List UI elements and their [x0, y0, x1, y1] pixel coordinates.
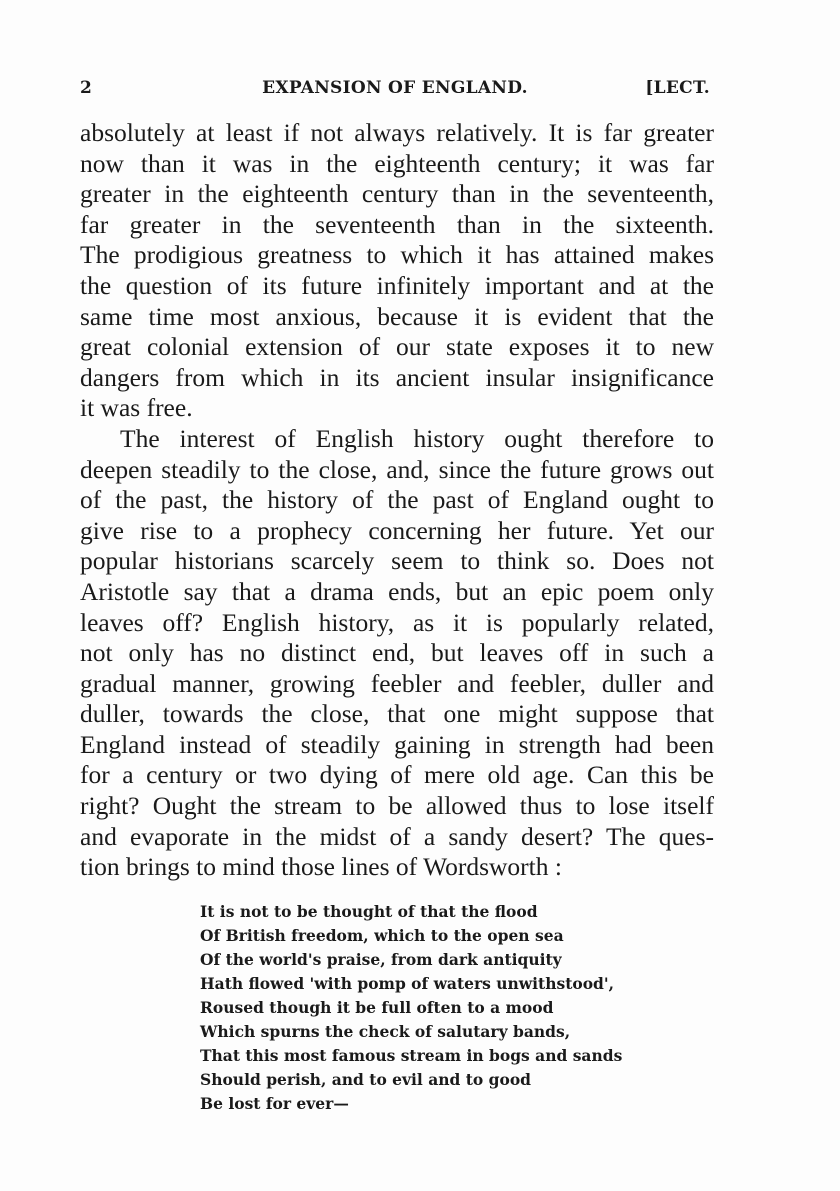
text-line: now than it was in the eighteenth century; it was far: [80, 148, 714, 178]
verse-quotation: [200, 900, 660, 1116]
text-line: and evaporate in the midst of a sandy desert? The ques-: [80, 821, 714, 851]
text-line: same time most anxious, because it is evident that the: [80, 301, 714, 331]
text-line: tion brings to mind those lines of Wordsworth :: [80, 852, 562, 882]
section-marker: [LECT.: [645, 78, 710, 98]
text-line: absolutely at least if not always relatively. It is far greater: [80, 118, 714, 147]
text-line: leaves off? English history, as it is popularly related,: [80, 607, 714, 637]
text-line: it was free.: [80, 393, 193, 423]
text-line: the question of its future infinitely important and at the: [80, 270, 714, 300]
text-line: not only has no distinct end, but leaves off in such a: [80, 638, 714, 668]
text-line: The prodigious greatness to which it has attained makes: [80, 240, 714, 270]
text-line: gradual manner, growing feebler and feebler, duller and: [80, 668, 714, 698]
verse-line: Should perish, and to evil and to good: [200, 1070, 532, 1089]
text-line: of the past, the history of the past of England ought to: [80, 485, 714, 515]
text-line: far greater in the seventeenth than in the sixteenth.: [80, 209, 714, 239]
page-number: 2: [80, 78, 93, 98]
text-line: great colonial extension of our state exposes it to new: [80, 332, 714, 362]
verse-line: Of the world's praise, from dark antiquity: [200, 950, 562, 969]
verse-line: Which spurns the check of salutary bands,: [200, 1022, 571, 1041]
text-line: give rise to a prophecy concerning her future. Yet our: [80, 515, 714, 545]
text-line: dangers from which in its ancient insular insignificance: [80, 362, 714, 392]
text-line: The interest of English history ought therefore to: [120, 423, 714, 453]
running-title: EXPANSION OF ENGLAND.: [262, 78, 528, 98]
running-head: [80, 78, 710, 108]
text-line: duller, towards the close, that one might suppose that: [80, 699, 714, 729]
verse-line: Roused though it be full often to a mood: [200, 998, 554, 1017]
verse-line: Hath flowed 'with pomp of waters unwithstood',: [200, 974, 615, 993]
text-line: greater in the eighteenth century than in the seventeenth,: [80, 179, 714, 209]
text-line: for a century or two dying of mere old age. Can this be: [80, 760, 714, 790]
text-line: right? Ought the stream to be allowed thus to lose itself: [80, 791, 714, 821]
verse-line: It is not to be thought of that the flood: [200, 902, 538, 921]
text-line: Aristotle say that a drama ends, but an epic poem only: [80, 576, 714, 606]
body-text: [80, 118, 714, 883]
paragraph-2: [80, 424, 714, 883]
text-line: England instead of steadily gaining in strength had been: [80, 729, 714, 759]
verse-line: Of British freedom, which to the open sea: [200, 926, 564, 945]
text-line: deepen steadily to the close, and, since the future grows out: [80, 454, 714, 484]
paragraph-1: [80, 118, 714, 424]
verse-line: That this most famous stream in bogs and sands: [200, 1046, 623, 1065]
verse-line: Be lost for ever—: [200, 1094, 349, 1113]
text-line: popular historians scarcely seem to think so. Does not: [80, 546, 714, 576]
